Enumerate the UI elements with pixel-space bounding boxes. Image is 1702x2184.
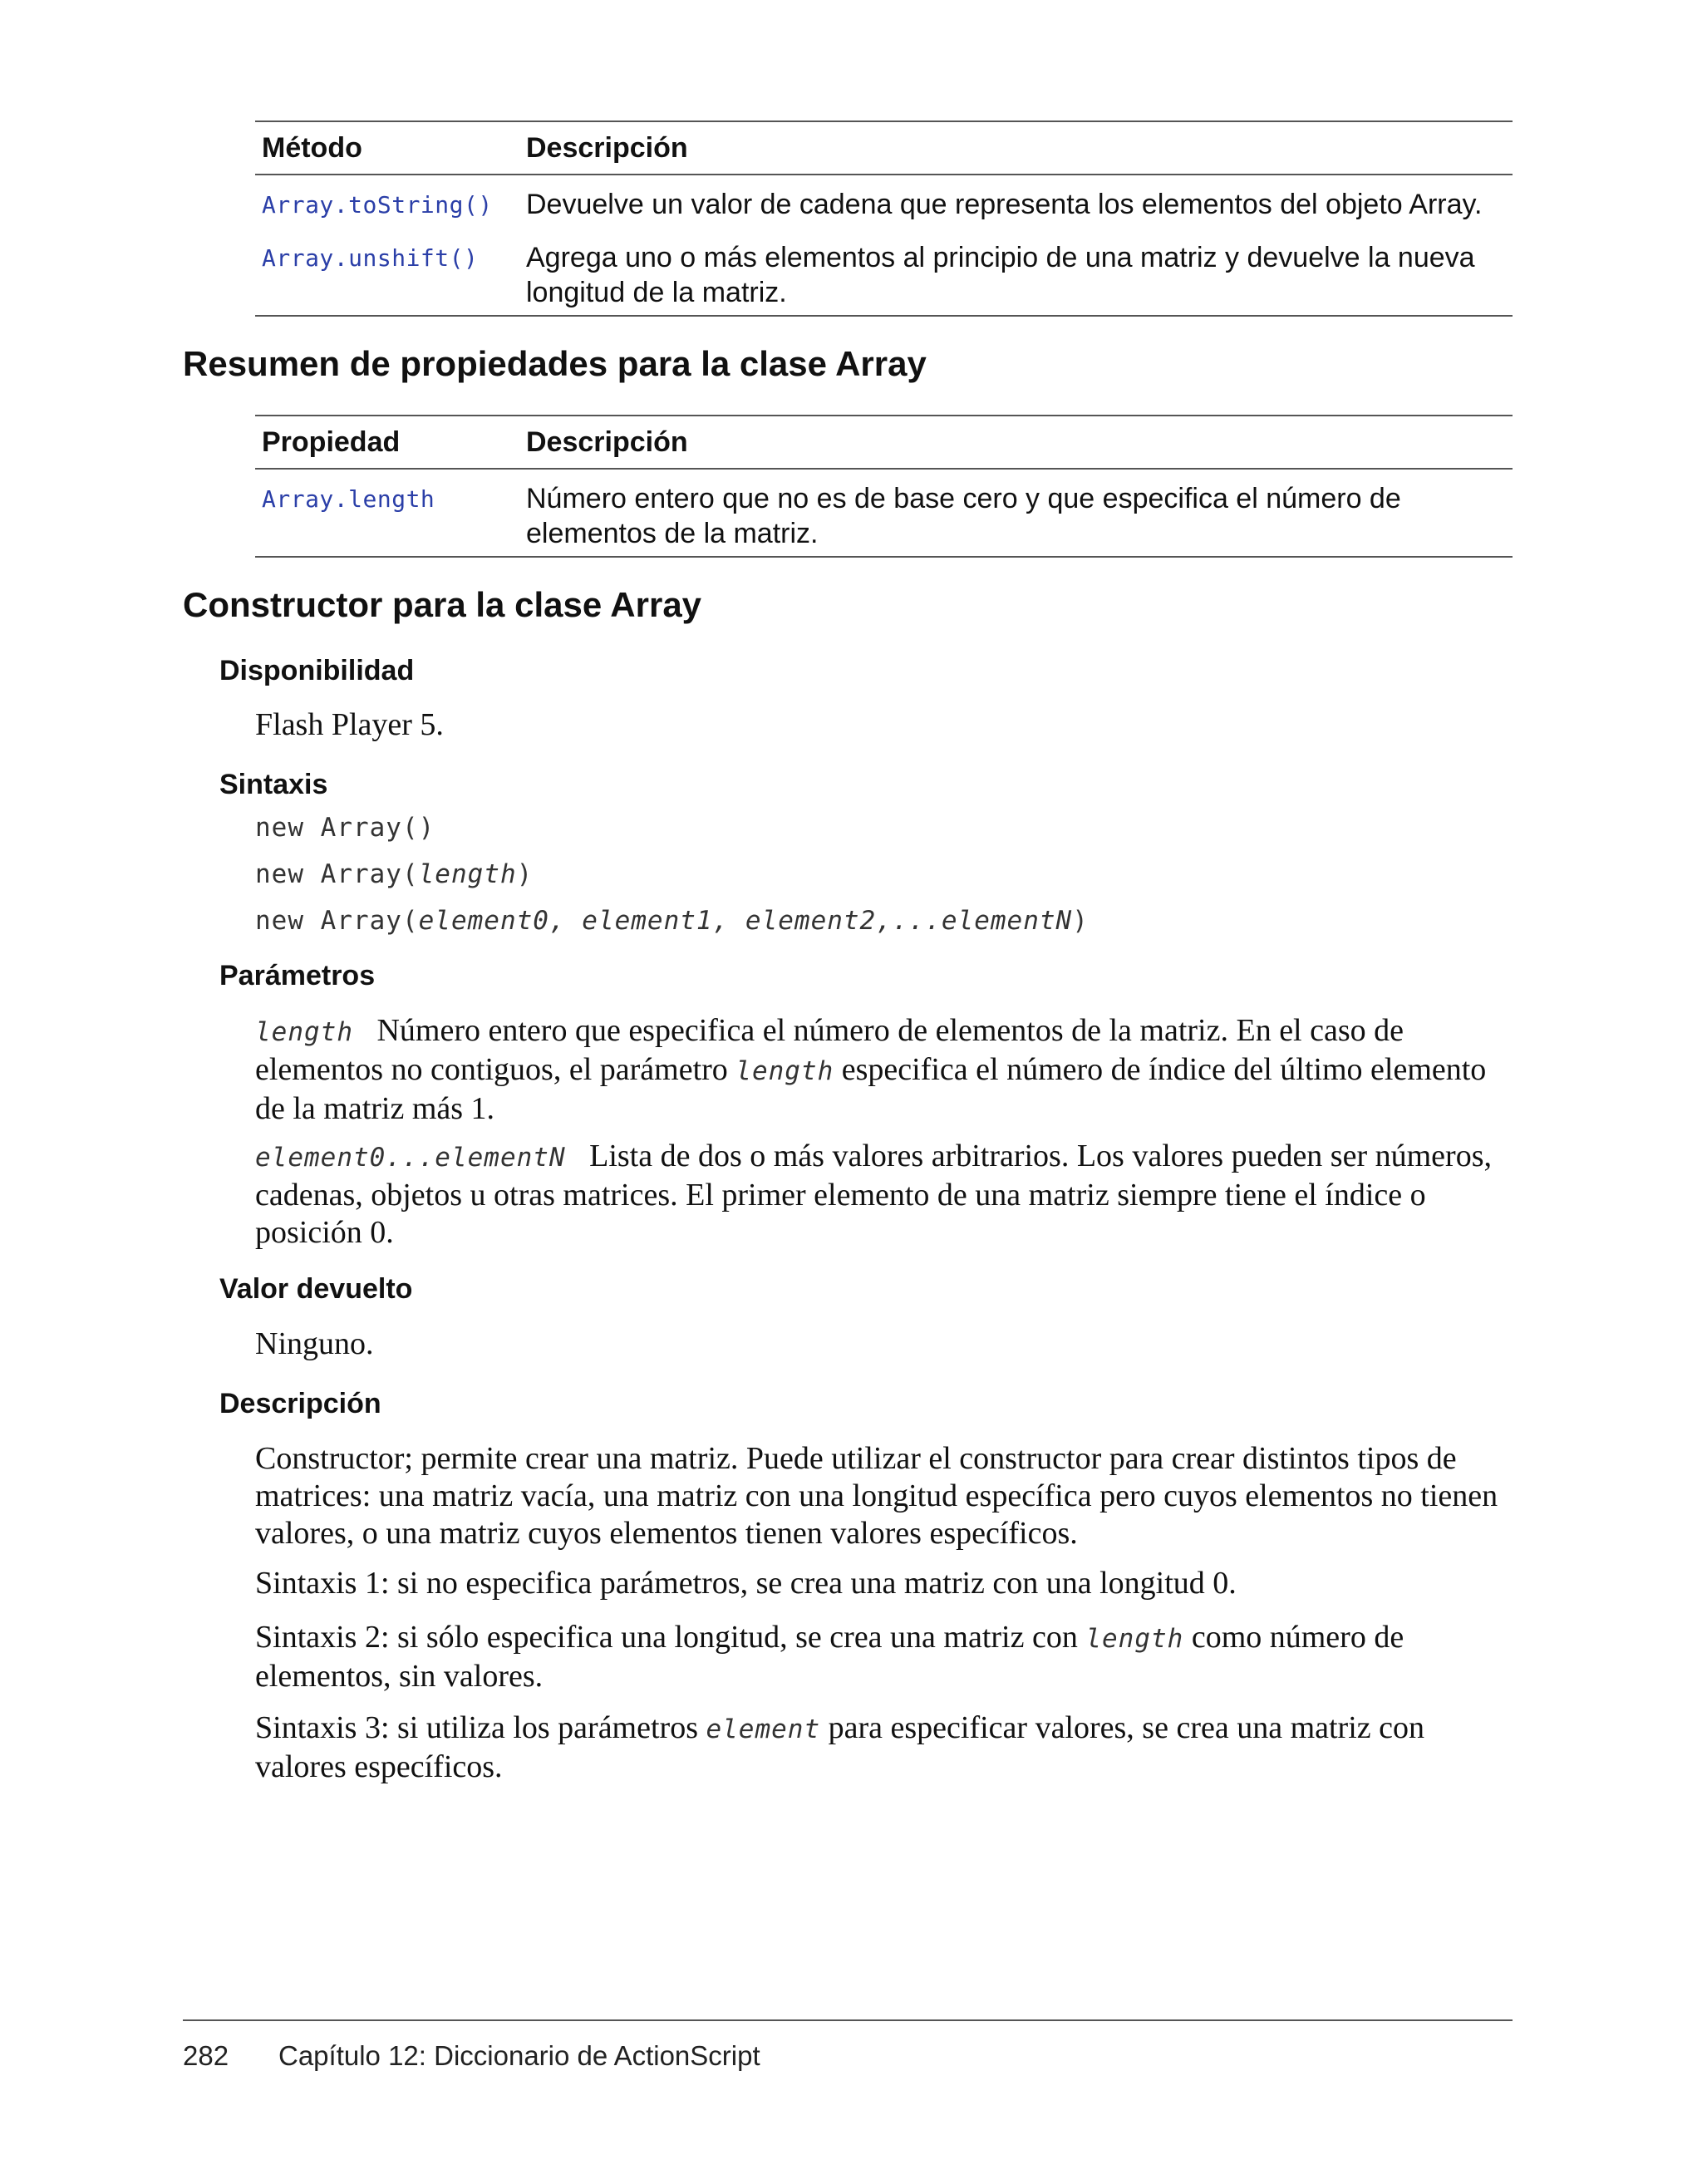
inline-code: length <box>735 1056 834 1086</box>
method-description: Devuelve un valor de cadena que representa los elementos del objeto Array. <box>526 189 1483 220</box>
param-text: Lista de dos o más valores arbitrarios. Los valores pueden ser números, cadenas, objetos u otras matrices. El primer elemento de una matriz siempre tiene el índice o posición 0. <box>255 1139 1492 1250</box>
column-header-description: Descripción <box>526 425 688 458</box>
page-number: 282 <box>183 2040 229 2071</box>
description-line: Número entero que no es de base cero y que especifica el número de <box>526 483 1401 514</box>
description-text: Sintaxis 3: si utiliza los parámetros <box>255 1710 698 1745</box>
description-paragraph-2: Sintaxis 1: si no especifica parámetros, se crea una matriz con una longitud 0. <box>255 1566 1237 1601</box>
column-header-description: Descripción <box>526 131 688 164</box>
table-row <box>255 187 1513 229</box>
property-link-length[interactable]: Array.length <box>262 485 435 513</box>
syntax-line-1: new Array() <box>255 813 435 843</box>
code-param: length <box>418 859 517 889</box>
heading-availability: Disponibilidad <box>219 655 415 686</box>
code-text: new Array( <box>255 859 419 889</box>
availability-text: Flash Player 5. <box>255 707 444 742</box>
code-text: new Array( <box>255 906 419 936</box>
inline-code: length <box>1085 1624 1184 1654</box>
param-text: Número entero que especifica el número de elementos de la matriz. En el caso de elementos no contiguos, el parámetro <box>255 1013 1404 1087</box>
heading-return-value: Valor devuelto <box>219 1273 413 1305</box>
description-text: como número de elementos, sin valores. <box>255 1620 1404 1694</box>
heading-parameters: Parámetros <box>219 960 376 991</box>
syntax-line-2 <box>255 859 533 889</box>
description-line: Agrega uno o más elementos al principio de una matriz y devuelve la nueva <box>526 242 1475 273</box>
description-line: longitud de la matriz. <box>526 277 787 308</box>
code-text: ) <box>1072 906 1089 936</box>
method-link-unshift[interactable]: Array.unshift() <box>262 244 479 272</box>
return-text: Ninguno. <box>255 1326 374 1361</box>
table-row <box>255 481 1513 551</box>
property-description <box>526 481 1513 551</box>
section-title-constructor: Constructor para la clase Array <box>183 585 702 624</box>
syntax-line-3 <box>255 906 1089 936</box>
code-text: ) <box>516 859 534 889</box>
chapter-title: Capítulo 12: Diccionario de ActionScript <box>278 2040 760 2071</box>
method-description <box>526 240 1513 310</box>
param-name: length <box>255 1017 353 1047</box>
heading-syntax: Sintaxis <box>219 769 328 800</box>
description-text: para especificar valores, se crea una matriz con valores específicos. <box>255 1710 1425 1784</box>
column-header-property: Propiedad <box>262 425 401 458</box>
parameter-length <box>255 1012 1514 1128</box>
footer-divider <box>183 2019 1513 2021</box>
methods-table <box>255 121 1513 317</box>
description-line: elementos de la matriz. <box>526 518 819 549</box>
param-name: element0...elementN <box>255 1143 566 1173</box>
description-paragraph-3 <box>255 1619 1514 1695</box>
description-paragraph-1: Constructor; permite crear una matriz. Puede utilizar el constructor para crear distintos tipos de matrices: una matriz vacía, una matriz con una longitud específica pero cuyos elementos no tienen valores, o una matriz cuyos elementos tienen valores específicos. <box>255 1441 1498 1551</box>
code-param: element0, element1, element2,...elementN <box>418 906 1073 936</box>
properties-table-header <box>255 416 1513 470</box>
description-paragraph-4 <box>255 1709 1514 1786</box>
description-text: Sintaxis 2: si sólo especifica una longitud, se crea una matriz con <box>255 1620 1078 1655</box>
column-header-method: Método <box>262 131 362 164</box>
table-row <box>255 240 1513 310</box>
parameter-elements <box>255 1138 1514 1252</box>
heading-description: Descripción <box>219 1388 381 1419</box>
method-link-tostring[interactable]: Array.toString() <box>262 191 493 219</box>
inline-code: element <box>706 1714 821 1744</box>
section-title-properties: Resumen de propiedades para la clase Array <box>183 344 927 383</box>
properties-table <box>255 415 1513 558</box>
param-text: especifica el número de índice del último elemento de la matriz más 1. <box>255 1052 1487 1126</box>
methods-table-header <box>255 122 1513 175</box>
